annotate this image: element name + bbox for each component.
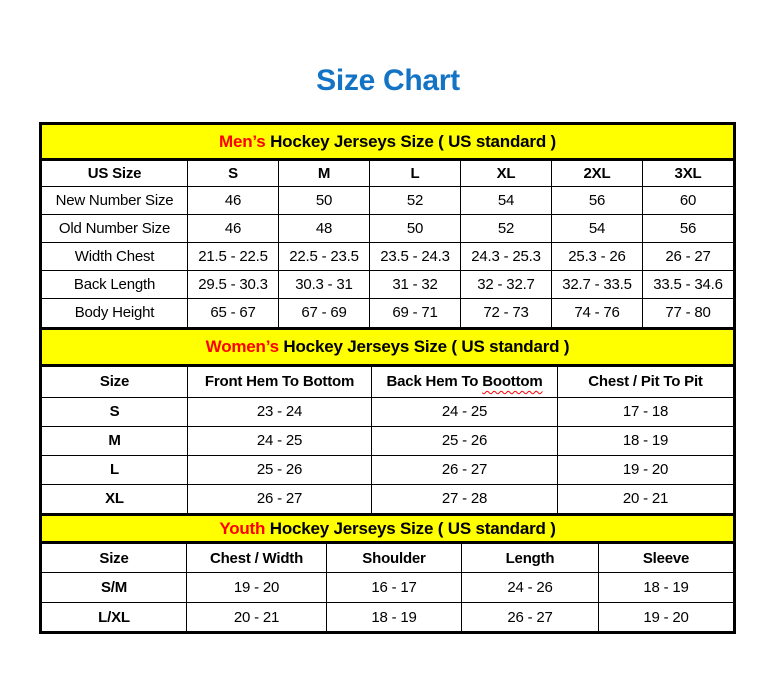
- mens-column-header-row: [41, 160, 735, 187]
- column-header: Sleeve: [599, 543, 735, 573]
- table-row: [41, 397, 735, 426]
- size-value-cell: 52: [370, 187, 461, 215]
- size-value-cell: 65 - 67: [188, 299, 279, 327]
- row-label: New Number Size: [41, 187, 188, 215]
- womens-section-band-row: [41, 328, 735, 365]
- column-header: 3XL: [643, 160, 735, 187]
- size-value-cell: 67 - 69: [279, 299, 370, 327]
- womens-section-title: [41, 328, 735, 365]
- size-value-cell: 20 - 21: [187, 603, 327, 633]
- column-header: 2XL: [552, 160, 643, 187]
- size-value-cell: 26 - 27: [462, 603, 599, 633]
- size-value-cell: 50: [370, 215, 461, 243]
- column-header: Front Hem To Bottom: [188, 365, 372, 397]
- youth-size-table: [39, 513, 736, 634]
- size-value-cell: 24 - 25: [188, 426, 372, 455]
- column-header: Size: [41, 365, 188, 397]
- table-row: [41, 603, 735, 633]
- size-value-cell: 25.3 - 26: [552, 243, 643, 271]
- size-value-cell: 33.5 - 34.6: [643, 271, 735, 299]
- size-value-cell: 32 - 32.7: [461, 271, 552, 299]
- mens-size-table: [39, 122, 736, 327]
- column-header: Chest / Width: [187, 543, 327, 573]
- size-value-cell: 21.5 - 22.5: [188, 243, 279, 271]
- mens-section-band-row: [41, 124, 735, 160]
- table-row: [41, 426, 735, 455]
- size-value-cell: 18 - 19: [558, 426, 735, 455]
- size-value-cell: 19 - 20: [187, 573, 327, 603]
- column-header: US Size: [41, 160, 188, 187]
- size-value-cell: 18 - 19: [599, 573, 735, 603]
- womens-section-title-highlight: Women’s: [205, 336, 279, 356]
- size-value-cell: 52: [461, 215, 552, 243]
- misspelled-word: Boottom: [482, 373, 543, 390]
- size-value-cell: 54: [552, 215, 643, 243]
- size-value-cell: 20 - 21: [558, 484, 735, 513]
- size-chart: [39, 122, 733, 634]
- row-label: S/M: [41, 573, 187, 603]
- table-row: [41, 299, 735, 327]
- size-value-cell: 24 - 26: [462, 573, 599, 603]
- size-value-cell: 16 - 17: [327, 573, 462, 603]
- row-label: Body Height: [41, 299, 188, 327]
- youth-column-header-row: [41, 543, 735, 573]
- size-value-cell: 29.5 - 30.3: [188, 271, 279, 299]
- size-value-cell: 69 - 71: [370, 299, 461, 327]
- womens-size-table: [39, 327, 736, 514]
- table-row: [41, 271, 735, 299]
- row-label: S: [41, 397, 188, 426]
- size-value-cell: 30.3 - 31: [279, 271, 370, 299]
- row-label: Old Number Size: [41, 215, 188, 243]
- column-header: XL: [461, 160, 552, 187]
- youth-section-title-highlight: Youth: [219, 518, 266, 538]
- table-row: [41, 455, 735, 484]
- table-row: [41, 484, 735, 513]
- size-value-cell: 56: [643, 215, 735, 243]
- size-value-cell: 25 - 26: [188, 455, 372, 484]
- size-value-cell: 25 - 26: [372, 426, 558, 455]
- womens-section-title-rest: Hockey Jerseys Size ( US standard ): [283, 336, 570, 356]
- size-value-cell: 54: [461, 187, 552, 215]
- row-label: L/XL: [41, 603, 187, 633]
- row-label: M: [41, 426, 188, 455]
- column-header: S: [188, 160, 279, 187]
- row-label: XL: [41, 484, 188, 513]
- youth-section-title-rest: Hockey Jerseys Size ( US standard ): [269, 518, 556, 538]
- size-value-cell: 60: [643, 187, 735, 215]
- mens-section-title-rest: Hockey Jerseys Size ( US standard ): [270, 131, 557, 151]
- column-header: Shoulder: [327, 543, 462, 573]
- size-value-cell: 31 - 32: [370, 271, 461, 299]
- youth-section-band-row: [41, 515, 735, 543]
- size-value-cell: 24 - 25: [372, 397, 558, 426]
- size-value-cell: 19 - 20: [558, 455, 735, 484]
- mens-section-title: [41, 124, 735, 160]
- row-label: Width Chest: [41, 243, 188, 271]
- column-header: Chest / Pit To Pit: [558, 365, 735, 397]
- size-value-cell: 17 - 18: [558, 397, 735, 426]
- column-header: Size: [41, 543, 187, 573]
- size-value-cell: 26 - 27: [188, 484, 372, 513]
- size-value-cell: 56: [552, 187, 643, 215]
- size-value-cell: 18 - 19: [327, 603, 462, 633]
- table-row: [41, 573, 735, 603]
- table-row: [41, 215, 735, 243]
- size-value-cell: 23 - 24: [188, 397, 372, 426]
- size-value-cell: 50: [279, 187, 370, 215]
- column-header-text: Back Hem To: [386, 373, 479, 390]
- size-value-cell: 77 - 80: [643, 299, 735, 327]
- mens-section-title-highlight: Men’s: [219, 131, 266, 151]
- size-value-cell: 48: [279, 215, 370, 243]
- size-value-cell: 72 - 73: [461, 299, 552, 327]
- size-value-cell: 46: [188, 187, 279, 215]
- size-value-cell: 24.3 - 25.3: [461, 243, 552, 271]
- size-value-cell: 74 - 76: [552, 299, 643, 327]
- size-value-cell: 22.5 - 23.5: [279, 243, 370, 271]
- size-value-cell: 46: [188, 215, 279, 243]
- row-label: Back Length: [41, 271, 188, 299]
- column-header: M: [279, 160, 370, 187]
- page-title: Size Chart: [316, 64, 460, 97]
- size-value-cell: 26 - 27: [372, 455, 558, 484]
- womens-column-header-row: [41, 365, 735, 397]
- size-value-cell: 26 - 27: [643, 243, 735, 271]
- column-header: L: [370, 160, 461, 187]
- size-value-cell: 27 - 28: [372, 484, 558, 513]
- row-label: L: [41, 455, 188, 484]
- table-row: [41, 243, 735, 271]
- column-header: [372, 365, 558, 397]
- size-value-cell: 19 - 20: [599, 603, 735, 633]
- table-row: [41, 187, 735, 215]
- size-value-cell: 32.7 - 33.5: [552, 271, 643, 299]
- youth-section-title: [41, 515, 735, 543]
- size-value-cell: 23.5 - 24.3: [370, 243, 461, 271]
- column-header: Length: [462, 543, 599, 573]
